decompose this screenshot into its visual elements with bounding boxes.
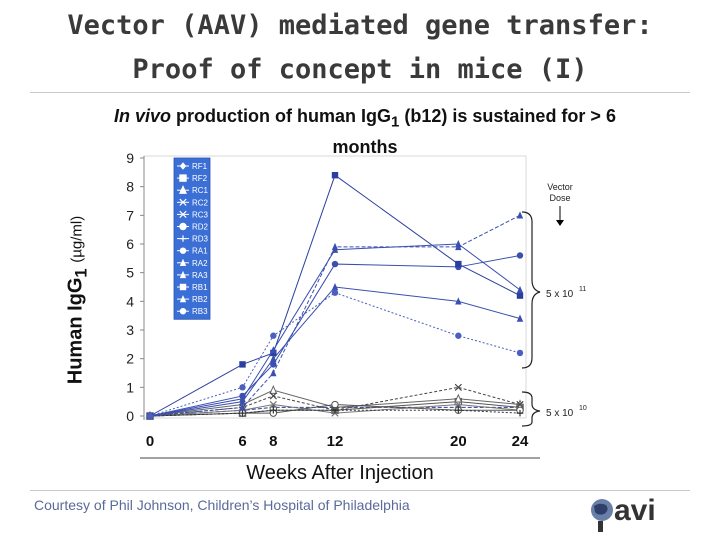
subtitle-pre: production of human Ig bbox=[171, 106, 378, 126]
title-line-2: Proof of concept in mice (I) bbox=[132, 54, 588, 85]
subtitle-italic: In vivo bbox=[114, 106, 172, 126]
y-axis-label-unit: (µg/ml) bbox=[68, 215, 86, 263]
data-point-rb1 bbox=[332, 172, 338, 178]
y-tick-label: 9 bbox=[126, 150, 134, 166]
legend-label: RC2 bbox=[192, 198, 209, 208]
data-point-ra2 bbox=[270, 369, 276, 376]
data-point-rb3 bbox=[239, 384, 245, 390]
legend-label: RB1 bbox=[192, 283, 208, 292]
legend-label: RB3 bbox=[192, 307, 208, 317]
high-dose-label: 5 x 10 bbox=[546, 289, 574, 300]
data-point-rb1 bbox=[517, 292, 523, 298]
legend-marker bbox=[180, 284, 186, 290]
data-point-ra1 bbox=[517, 252, 523, 258]
y-tick-label: 8 bbox=[126, 178, 134, 195]
x-tick-label: 20 bbox=[449, 433, 467, 450]
legend-label: RA1 bbox=[192, 246, 208, 256]
data-point-rb2 bbox=[517, 286, 523, 293]
subtitle-sub: 1 bbox=[391, 113, 400, 131]
vector-dose-label: Vector bbox=[547, 182, 573, 192]
credit-text: Courtesy of Phil Johnson, Children’s Hospital of Philadelphia bbox=[34, 497, 410, 513]
data-point-ra3 bbox=[332, 283, 338, 290]
y-axis-label-main: Human IgG bbox=[64, 277, 87, 385]
legend-label: RC1 bbox=[192, 186, 209, 196]
legend-label: RC3 bbox=[192, 210, 209, 220]
low-dose-bracket bbox=[522, 392, 540, 426]
legend-label: RF2 bbox=[192, 174, 208, 184]
y-tick-label: 4 bbox=[126, 293, 134, 310]
y-tick-label: 2 bbox=[126, 350, 134, 367]
y-tick-label: 0 bbox=[126, 408, 134, 424]
data-point-rb3 bbox=[455, 333, 461, 339]
subtitle-g: G bbox=[377, 106, 392, 126]
legend-label: RD2 bbox=[192, 222, 209, 232]
y-tick-label: 1 bbox=[126, 379, 134, 396]
x-tick-label: 8 bbox=[269, 433, 278, 450]
legend-label: RB2 bbox=[192, 295, 208, 305]
legend-label: RF1 bbox=[192, 162, 208, 171]
legend-marker bbox=[180, 248, 186, 254]
legend-marker bbox=[180, 308, 186, 314]
x-tick-label: 6 bbox=[238, 433, 247, 450]
legend-marker bbox=[180, 175, 186, 181]
logo-text: avi bbox=[614, 494, 656, 527]
high-dose-bracket bbox=[522, 212, 540, 368]
x-tick-label: 24 bbox=[511, 433, 529, 450]
legend-label: RA3 bbox=[192, 270, 208, 280]
subtitle-line-2: months bbox=[332, 136, 398, 157]
data-point-ra1 bbox=[332, 261, 338, 267]
data-point-rb3 bbox=[147, 413, 153, 419]
footer-divider bbox=[30, 490, 690, 491]
vector-dose-arrowhead bbox=[556, 220, 564, 226]
data-point-rc1 bbox=[270, 386, 276, 393]
data-point-rb1 bbox=[239, 361, 245, 367]
avi-logo bbox=[588, 494, 698, 534]
data-point-rb3 bbox=[517, 350, 523, 356]
data-point-rb3 bbox=[332, 290, 338, 296]
data-point-rb2 bbox=[455, 240, 461, 247]
y-tick-label: 6 bbox=[126, 236, 134, 252]
legend-label: RD3 bbox=[192, 234, 209, 244]
y-tick-label: 7 bbox=[126, 207, 134, 224]
y-axis-label-sub: 1 bbox=[71, 268, 91, 278]
title-line-1: Vector (AAV) mediated gene transfer: bbox=[67, 10, 653, 41]
y-tick-label: 5 bbox=[126, 264, 134, 281]
data-point-rd2 bbox=[332, 401, 338, 407]
vector-dose-label: Dose bbox=[549, 193, 571, 203]
subtitle-post: (b12) is sustained for > 6 bbox=[399, 106, 616, 126]
low-dose-label: 5 x 10 bbox=[546, 408, 574, 419]
low-dose-exponent: 10 bbox=[579, 405, 587, 412]
y-tick-label: 3 bbox=[126, 322, 134, 338]
x-tick-label: 12 bbox=[326, 433, 344, 450]
data-point-rb3 bbox=[270, 333, 276, 339]
x-axis-label: Weeks After Injection bbox=[246, 462, 434, 484]
data-point-rb1 bbox=[455, 261, 461, 267]
high-dose-exponent: 11 bbox=[579, 286, 587, 293]
legend-marker bbox=[180, 223, 186, 229]
legend-label: RA2 bbox=[192, 258, 208, 268]
x-tick-label: 0 bbox=[145, 433, 155, 450]
